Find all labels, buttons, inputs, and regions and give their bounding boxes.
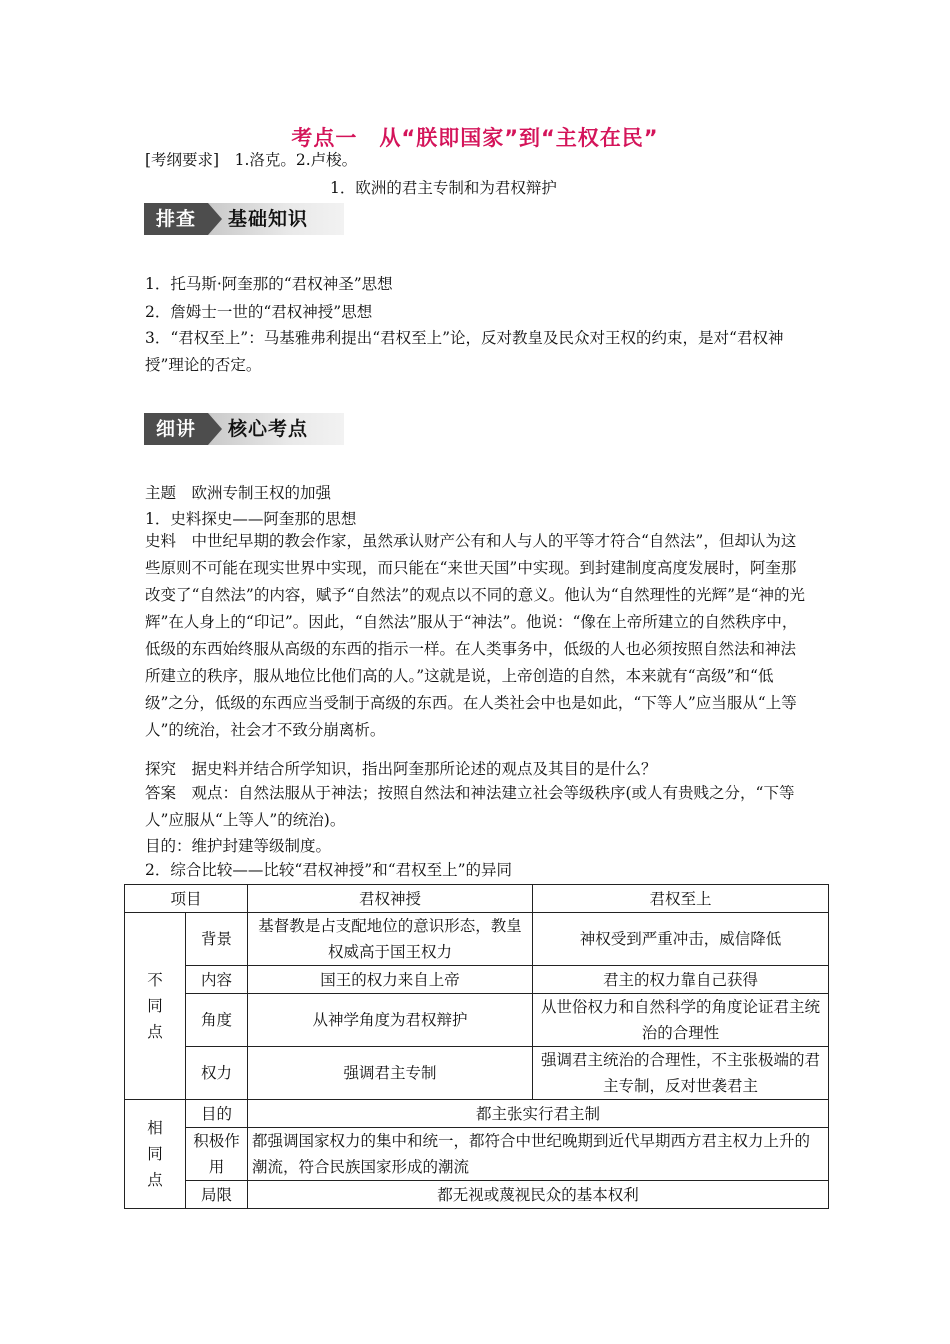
table-row (125, 966, 829, 994)
diff-label (125, 913, 186, 1100)
cell-common: 都强调国家权力的集中和统一，都符合中世纪晚期到近代早期西方君主权力上升的潮流，符合民族国家形成的潮流 (248, 1128, 829, 1181)
source-text: 史料 中世纪早期的教会作家，虽然承认财产公有和人与人的平等才符合“自然法”，但却认为这些原则不可能在现实世界中实现，而只能在“来世天国”中实现。到封建制度高度发展时，阿奎那改变了“自然法”的内容，赋予“自然法”的观点以不同的意义。他认为“自然理性的光辉”是“神的光辉”在人身上的“印记”。因此，“自然法”服从于“神法”。他说：“像在上帝所建立的自然秩序中，低级的东西始终服从高级的东西的指示一样。在人类事务中，低级的人也必须按照自然法和神法所建立的秩序，服从地位比他们高的人。”这就是说，上帝创造的自然，本来就有“高级”和“低级”之分，低级的东西应当受制于高级的东西。在人类社会中也是如此，“下等人”应当服从“上等人”的统治，社会才不致分崩离析。 (145, 532, 805, 739)
cell-supremacy: 强调君主统治的合理性，不主张极端的君主专制，反对世袭君主 (533, 1047, 829, 1100)
table-row (125, 1047, 829, 1100)
header-item: 项目 (125, 885, 248, 913)
page-title: 考点一 从“朕即国家”到“主权在民” (291, 126, 659, 150)
cell-supremacy: 从世俗权力和自然科学的角度论证君主统治的合理性 (533, 994, 829, 1047)
cell-divine-right: 国王的权力来自上帝 (248, 966, 533, 994)
row-item: 背景 (186, 913, 248, 966)
basics-item-2: 2．詹姆士一世的“君权神授”思想 (145, 303, 373, 321)
section-banner-core (144, 413, 344, 445)
theme-line: 主题 欧洲专制王权的加强 (145, 484, 332, 502)
table-row (125, 1181, 829, 1209)
section-label: 核心考点 (228, 418, 309, 440)
table-row (125, 994, 829, 1047)
diff-label-text: 不 同 点 (147, 971, 163, 1041)
cell-supremacy: 君主的权力靠自己获得 (533, 966, 829, 994)
section-tag: 排查 (144, 203, 208, 235)
section-banner-basics (144, 203, 344, 235)
section-tag: 细讲 (144, 413, 208, 445)
row-item: 权力 (186, 1047, 248, 1100)
row-item: 角度 (186, 994, 248, 1047)
row-item: 积极作用 (186, 1128, 248, 1181)
table-row (125, 1100, 829, 1128)
cell-divine-right: 基督教是占支配地位的意识形态，教皇权威高于国王权力 (248, 913, 533, 966)
same-label (125, 1100, 186, 1209)
purpose-text: 目的：维护封建等级制度。 (145, 837, 332, 855)
cell-divine-right: 强调君主专制 (248, 1047, 533, 1100)
table-header-row (125, 885, 829, 913)
same-label-text: 相 同 点 (147, 1119, 163, 1189)
table-row (125, 1128, 829, 1181)
row-item: 内容 (186, 966, 248, 994)
topic-heading: 1．欧洲的君主专制和为君权辩护 (330, 179, 557, 197)
exam-requirements: [考纲要求] 1.洛克。2.卢梭。 (145, 151, 358, 169)
basics-item-3: 3．“君权至上”：马基雅弗利提出“君权至上”论，反对教皇及民众对王权的约束，是对“君权神授”理论的否定。 (145, 329, 784, 374)
sub-heading-2: 2．综合比较——比较“君权神授”和“君权至上”的异同 (145, 861, 513, 879)
comparison-table (124, 884, 829, 1209)
row-item: 目的 (186, 1100, 248, 1128)
header-divine-right: 君权神授 (248, 885, 533, 913)
cell-common: 都无视或蔑视民众的基本权利 (248, 1181, 829, 1209)
header-supremacy: 君权至上 (533, 885, 829, 913)
explore-question: 探究 据史料并结合所学知识，指出阿奎那所论述的观点及其目的是什么？ (145, 760, 657, 778)
table-row (125, 913, 829, 966)
row-item: 局限 (186, 1181, 248, 1209)
cell-divine-right: 从神学角度为君权辩护 (248, 994, 533, 1047)
cell-supremacy: 神权受到严重冲击，威信降低 (533, 913, 829, 966)
basics-item-1: 1．托马斯·阿奎那的“君权神圣”思想 (145, 275, 393, 293)
cell-common: 都主张实行君主制 (248, 1100, 829, 1128)
section-label: 基础知识 (228, 208, 309, 230)
answer-text: 答案 观点：自然法服从于神法；按照自然法和神法建立社会等级秩序(或人有贵贱之分，“下等人”应服从“上等人”的统治)。 (145, 784, 795, 829)
sub-heading-1: 1．史料探史——阿奎那的思想 (145, 510, 357, 528)
